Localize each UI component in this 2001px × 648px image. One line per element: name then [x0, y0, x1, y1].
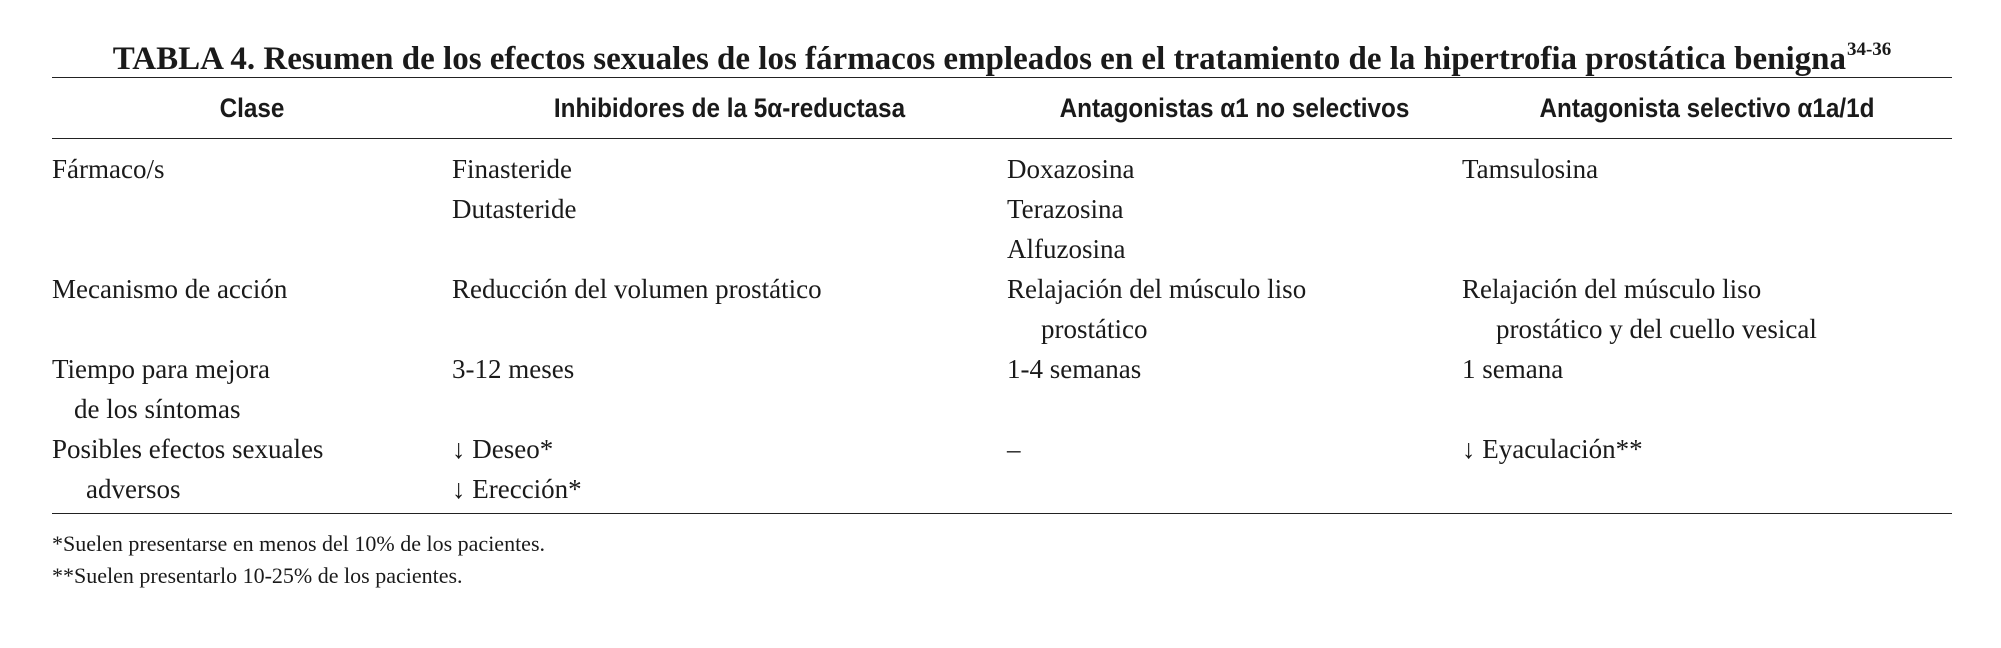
- cell-line: 3-12 meses: [452, 354, 575, 384]
- table-cell: [1462, 269, 1952, 349]
- row-label-text: Tiempo para mejora: [52, 354, 270, 384]
- table-header-row: [52, 78, 1952, 139]
- table-title-text: TABLA 4. Resumen de los efectos sexuales de los fármacos empleados en el tratamiento de la hipertrofia prostática benigna: [112, 41, 1846, 77]
- cell-line: Reducción del volumen prostático: [452, 274, 822, 304]
- row-label-text: Posibles efectos sexuales: [52, 434, 324, 464]
- title-reference: 34-36: [1846, 39, 1892, 60]
- table-cell: [1462, 349, 1952, 429]
- row-label: [52, 269, 452, 349]
- header-alpha1-no-selectivos: Antagonistas α1 no selectivos: [1030, 78, 1440, 139]
- cell-line: prostático: [1041, 314, 1148, 344]
- cell-line: Doxazosina: [1007, 154, 1135, 184]
- row-label-text: de los síntomas: [74, 394, 241, 424]
- cell-line: Finasteride: [452, 154, 572, 184]
- table-title: [52, 28, 1952, 77]
- row-label-text: adversos: [86, 474, 181, 504]
- table-cell: [452, 429, 1007, 514]
- summary-table: [52, 77, 1952, 514]
- cell-line: ↓ Eyaculación**: [1462, 434, 1643, 464]
- table-cell: [1007, 429, 1462, 514]
- header-alpha1a1d-selectivo: Antagonista selectivo α1a/1d: [1487, 78, 1928, 139]
- cell-line: Dutasteride: [452, 194, 577, 224]
- table-cell: [1007, 269, 1462, 349]
- table-cell: [452, 269, 1007, 349]
- cell-line: Relajación del músculo liso: [1007, 274, 1307, 304]
- cell-line: Alfuzosina: [1007, 234, 1126, 264]
- table-row: [52, 349, 1952, 429]
- table-cell: [1462, 139, 1952, 270]
- cell-line: 1-4 semanas: [1007, 354, 1142, 384]
- row-label: [52, 429, 452, 514]
- row-label-text: Mecanismo de acción: [52, 274, 288, 304]
- cell-line: Relajación del músculo liso: [1462, 274, 1762, 304]
- cell-line: –: [1007, 434, 1021, 464]
- document-page: [52, 0, 1952, 592]
- row-label: [52, 349, 452, 429]
- table-row: [52, 269, 1952, 349]
- table-cell: [1007, 139, 1462, 270]
- table-row: [52, 139, 1952, 270]
- footnote: *Suelen presentarse en menos del 10% de los pacientes.: [52, 531, 546, 556]
- header-5alpha-reductasa: Inhibidores de la 5α-reductasa: [480, 78, 980, 139]
- table-footnotes: [52, 528, 1952, 592]
- footnote: **Suelen presentarlo 10-25% de los pacientes.: [52, 563, 463, 588]
- cell-line: 1 semana: [1462, 354, 1564, 384]
- cell-line: prostático y del cuello vesical: [1496, 314, 1817, 344]
- table-cell: [1007, 349, 1462, 429]
- row-label: [52, 139, 452, 270]
- table-cell: [452, 349, 1007, 429]
- cell-line: Terazosina: [1007, 194, 1124, 224]
- cell-line: ↓ Erección*: [452, 474, 582, 504]
- table-row: [52, 429, 1952, 514]
- table-cell: [452, 139, 1007, 270]
- cell-line: Tamsulosina: [1462, 154, 1599, 184]
- header-clase: Clase: [72, 78, 432, 139]
- table-cell: [1462, 429, 1952, 514]
- row-label-text: Fármaco/s: [52, 154, 165, 184]
- cell-line: ↓ Deseo*: [452, 434, 554, 464]
